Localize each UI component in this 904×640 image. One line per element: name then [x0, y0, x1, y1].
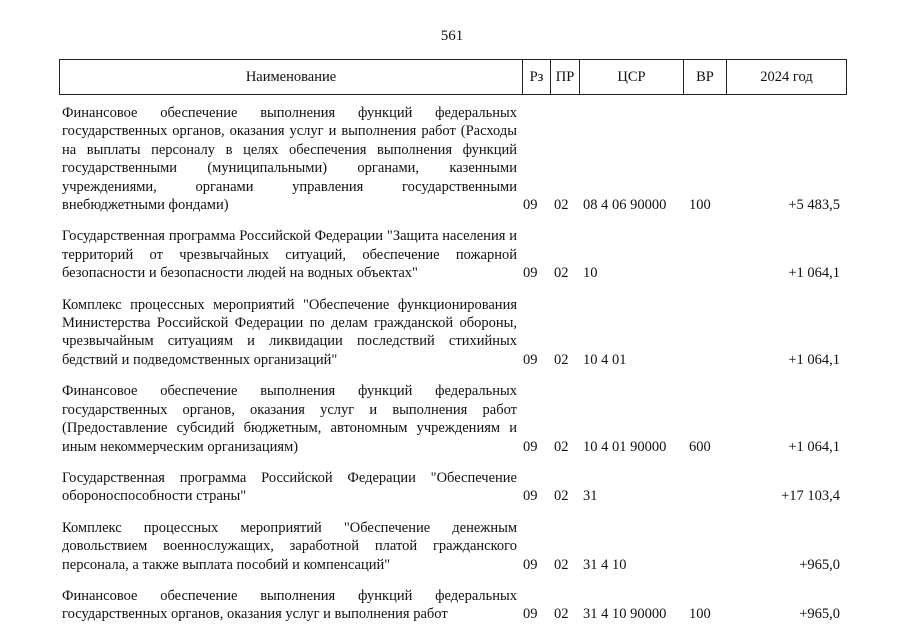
row-rz: 09: [523, 556, 538, 573]
table-row: [62, 382, 840, 456]
row-csr: 10 4 01 90000: [583, 438, 667, 455]
table-row: [62, 469, 840, 506]
table-row: [62, 296, 840, 370]
table-row: [62, 519, 840, 574]
row-name: Комплекс процессных мероприятий "Обеспечение денежным довольствием военнослужащих, заработной платой гражданского персонала, а также выплата пособий и компенсаций": [62, 519, 517, 573]
row-amount: +965,0: [799, 606, 840, 623]
table-row: [62, 227, 840, 282]
row-amount: +5 483,5: [788, 197, 840, 214]
row-name: Финансовое обеспечение выполнения функций федеральных государственных органов, оказания услуг и выполнения работ (Предоставление субсидий бюджетным, автономным учреждениям и иным некоммерческим организациям): [62, 383, 517, 455]
row-csr: 31 4 10: [583, 556, 627, 573]
row-name: Комплекс процессных мероприятий "Обеспечение функционирования Министерства Российской Федерации по делам гражданской обороны, чрезвычайным ситуациям и ликвидации последствий стихийных бедствий и подведомственных организаций": [62, 296, 517, 368]
row-rz: 09: [523, 438, 538, 455]
row-rz: 09: [523, 197, 538, 214]
row-amount: +1 064,1: [788, 438, 840, 455]
row-name: Финансовое обеспечение выполнения функций федеральных государственных органов, оказания услуг и выполнения работ: [62, 587, 517, 623]
row-vr: 100: [689, 606, 711, 623]
row-amount: +965,0: [799, 556, 840, 573]
row-rz: 09: [523, 265, 538, 282]
row-pr: 02: [554, 265, 569, 282]
row-csr: 31: [583, 488, 598, 505]
header-csr: ЦСР: [579, 60, 683, 94]
header-name: Наименование: [245, 68, 337, 85]
row-pr: 02: [554, 197, 569, 214]
header-pr: ПР: [550, 60, 579, 94]
row-pr: 02: [554, 438, 569, 455]
row-name: Государственная программа Российской Федерации "Защита населения и территорий от чрезвычайных ситуаций, обеспечение пожарной безопасности и безопасности людей на водных объектах": [62, 228, 517, 282]
row-csr: 31 4 10 90000: [583, 606, 667, 623]
row-vr: 600: [689, 438, 711, 455]
table-row: [62, 587, 840, 624]
header-vr: ВР: [683, 60, 726, 94]
row-csr: 10: [583, 265, 598, 282]
row-pr: 02: [554, 606, 569, 623]
row-rz: 09: [523, 351, 538, 368]
row-name: Государственная программа Российской Федерации "Обеспечение обороноспособности страны": [62, 469, 517, 505]
row-rz: 09: [523, 488, 538, 505]
row-pr: 02: [554, 351, 569, 368]
row-pr: 02: [554, 556, 569, 573]
row-amount: +1 064,1: [788, 265, 840, 282]
table-body: [62, 104, 840, 637]
row-csr: 10 4 01: [583, 351, 627, 368]
row-name: Финансовое обеспечение выполнения функций федеральных государственных органов, оказания услуг и выполнения работ (Расходы на выплаты персоналу в целях обеспечения выполнения функций государственными (муниципальными) органами, казенными учреждениями, органами управления государственными внебюджетными фондами): [62, 105, 517, 214]
row-pr: 02: [554, 488, 569, 505]
row-csr: 08 4 06 90000: [583, 197, 667, 214]
row-amount: +17 103,4: [781, 488, 840, 505]
header-year: 2024 год: [726, 60, 846, 94]
header-rz: Рз: [522, 60, 550, 94]
table-row: [62, 104, 840, 214]
page-number: 561: [440, 28, 464, 44]
table-header: [59, 59, 847, 95]
row-amount: +1 064,1: [788, 351, 840, 368]
row-rz: 09: [523, 606, 538, 623]
row-vr: 100: [689, 197, 711, 214]
